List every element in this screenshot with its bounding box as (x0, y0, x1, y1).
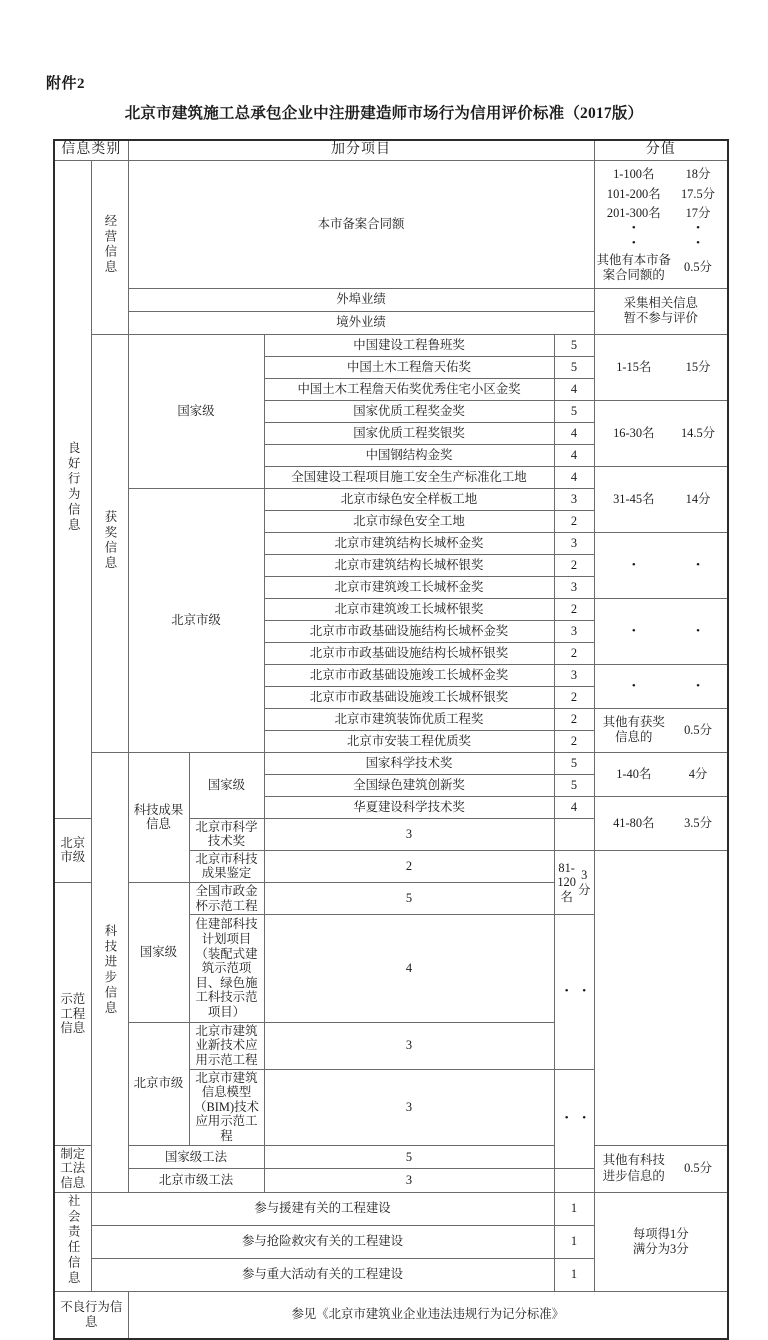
subsection-social: 社会责任信息 (54, 1192, 91, 1291)
business-score-bands (594, 160, 728, 288)
award-item: 中国土木工程詹天佑奖优秀住宅小区金奖 (264, 378, 554, 400)
award-points: 5 (554, 334, 594, 356)
award-band-4: • • (594, 532, 728, 598)
sci-band-1: 1-40名 4分 (594, 752, 728, 796)
award-item: 北京市建筑装饰优质工程奖 (264, 708, 554, 730)
award-points: 4 (554, 422, 594, 444)
award-item: 北京市建筑结构长城杯银奖 (264, 554, 554, 576)
award-points: 2 (554, 686, 594, 708)
sci-item: 北京市建筑信息模型（BIM)技术应用示范工程 (189, 1069, 264, 1145)
table-header-row (54, 140, 728, 160)
row-sci-demo-mun-1 (54, 1022, 728, 1069)
row-award-national-1 (54, 334, 728, 356)
row-business-other-1 (54, 288, 728, 311)
award-band-2: 16-30名 14.5分 (594, 400, 728, 466)
sci-points: 4 (554, 796, 594, 818)
award-points: 2 (554, 554, 594, 576)
award-points: 5 (554, 400, 594, 422)
award-item: 中国建设工程鲁班奖 (264, 334, 554, 356)
award-item: 北京市市政基础设施竣工长城杯银奖 (264, 686, 554, 708)
sci-points: 3 (264, 1169, 554, 1192)
award-item: 北京市建筑竣工长城杯银奖 (264, 598, 554, 620)
award-points: 2 (554, 730, 594, 752)
row-bad-behavior (54, 1291, 728, 1339)
section-bad-behavior: 不良行为信息 (54, 1291, 128, 1339)
band-row: 1-100名 18分 (613, 167, 711, 182)
award-item: 北京市市政基础设施竣工长城杯金奖 (264, 664, 554, 686)
sci-item: 全国市政金杯示范工程 (189, 883, 264, 915)
bad-behavior-text: 参见《北京市建筑业企业违法违规行为记分标准》 (128, 1291, 728, 1339)
award-points: 2 (554, 598, 594, 620)
subsection-sci-tech: 科技进步信息 (91, 752, 128, 1192)
row-sci-ach-nat-1 (54, 752, 728, 774)
sci-item: 国家级工法 (128, 1145, 264, 1168)
award-band-3: 31-45名 14分 (594, 466, 728, 532)
sci-item: 北京市建筑业新技术应用示范工程 (189, 1022, 264, 1069)
award-points: 2 (554, 510, 594, 532)
award-item: 北京市绿色安全工地 (264, 510, 554, 532)
business-other-item: 外埠业绩 (128, 288, 594, 311)
row-business-contract (54, 160, 728, 288)
award-item: 北京市建筑结构长城杯金奖 (264, 532, 554, 554)
evaluation-table (53, 139, 729, 1340)
award-item: 北京市绿色安全样板工地 (264, 488, 554, 510)
sci-item: 国家科学技术奖 (264, 752, 554, 774)
sci-level-national-1: 国家级 (189, 752, 264, 818)
section-good-behavior: 良好行为信息 (54, 160, 91, 818)
sci-sub-demonstration: 示范工程信息 (54, 883, 91, 1146)
award-points: 3 (554, 488, 594, 510)
social-points: 1 (554, 1192, 594, 1225)
sci-points: 3 (264, 1069, 554, 1145)
row-sci-method-1 (54, 1145, 728, 1168)
sci-points: 3 (264, 818, 554, 850)
award-points: 3 (554, 620, 594, 642)
sci-points: 3 (264, 1022, 554, 1069)
subsection-awards: 获奖信息 (91, 334, 128, 752)
social-item: 参与抢险救灾有关的工程建设 (91, 1225, 554, 1258)
award-item: 北京市市政基础设施结构长城杯金奖 (264, 620, 554, 642)
header-items: 加分项目 (128, 140, 594, 160)
award-band-other: 其他有获奖 信息的 0.5分 (594, 708, 728, 752)
sci-item: 北京市科学技术奖 (189, 818, 264, 850)
award-points: 2 (554, 642, 594, 664)
sci-level-municipal-2: 北京市级 (128, 1022, 189, 1145)
band-row: 101-200名 17.5分 (606, 186, 716, 201)
business-other-note: 采集相关信息 暂不参与评价 (594, 288, 728, 334)
business-contract-item: 本市备案合同额 (128, 160, 594, 288)
evaluation-table-wrapper (53, 139, 727, 1340)
award-level-national: 国家级 (128, 334, 264, 488)
social-points: 1 (554, 1258, 594, 1291)
sci-band-4: • • (554, 915, 594, 1069)
award-points: 3 (554, 664, 594, 686)
sci-sub-achievement: 科技成果信息 (128, 752, 189, 883)
award-points: 4 (554, 378, 594, 400)
band-row-ellipsis: • • (631, 236, 700, 249)
award-item: 国家优质工程奖银奖 (264, 422, 554, 444)
sci-points: 5 (264, 1145, 554, 1168)
band-row-ellipsis: • • (631, 221, 700, 234)
sci-level-municipal-1: 北京市级 (54, 818, 91, 883)
sci-item: 华夏建设科学技术奖 (264, 796, 554, 818)
band-row-other: 其他有本市备案合同额的 0.5分 (596, 252, 712, 282)
social-note: 每项得1分 满分为3分 (594, 1192, 728, 1291)
sci-level-national-2: 国家级 (128, 883, 189, 1023)
sci-points: 2 (264, 850, 554, 882)
sci-points: 4 (264, 915, 554, 1022)
award-points: 2 (554, 708, 594, 730)
header-category: 信息类别 (54, 140, 128, 160)
row-sci-demo-nat-1 (54, 883, 728, 915)
award-band-5: • • (594, 598, 728, 664)
award-item: 北京市市政基础设施结构长城杯银奖 (264, 642, 554, 664)
award-points: 3 (554, 576, 594, 598)
attachment-label: 附件2 (46, 76, 86, 92)
header-score: 分值 (594, 140, 728, 160)
sci-item: 北京市科技成果鉴定 (189, 850, 264, 882)
sci-points: 5 (554, 774, 594, 796)
award-item: 全国建设工程项目施工安全生产标准化工地 (264, 466, 554, 488)
social-item: 参与重大活动有关的工程建设 (91, 1258, 554, 1291)
sci-band-2: 41-80名 3.5分 (594, 796, 728, 850)
award-item: 北京市安装工程优质奖 (264, 730, 554, 752)
sci-item: 住建部科技计划项目（装配式建筑示范项目、绿色施工科技示范项目） (189, 915, 264, 1022)
award-item: 国家优质工程奖金奖 (264, 400, 554, 422)
business-other-item: 境外业绩 (128, 311, 594, 334)
award-band-1: 1-15名 15分 (594, 334, 728, 400)
page-title: 北京市建筑施工总承包企业中注册建造师市场行为信用评价标准（2017版） (124, 105, 644, 122)
social-points: 1 (554, 1225, 594, 1258)
award-item: 中国土木工程詹天佑奖 (264, 356, 554, 378)
sci-item: 全国绿色建筑创新奖 (264, 774, 554, 796)
sci-points: 5 (554, 752, 594, 774)
sci-band-other: 其他有科技 进步信息的 0.5分 (594, 1145, 728, 1192)
award-band-6: • • (594, 664, 728, 708)
sci-band-3: 81-120名 3分 (554, 850, 594, 915)
subsection-business: 经营信息 (91, 160, 128, 334)
social-item: 参与援建有关的工程建设 (91, 1192, 554, 1225)
award-points: 4 (554, 444, 594, 466)
band-row: 201-300名 17分 (606, 205, 711, 220)
award-points: 4 (554, 466, 594, 488)
sci-points: 5 (264, 883, 554, 915)
sci-band-5: • • (554, 1069, 594, 1169)
sci-sub-method: 制定工法信息 (54, 1145, 91, 1192)
award-item: 中国钢结构金奖 (264, 444, 554, 466)
row-social-1 (54, 1192, 728, 1225)
award-points: 3 (554, 532, 594, 554)
award-points: 5 (554, 356, 594, 378)
award-level-municipal: 北京市级 (128, 488, 264, 752)
sci-item: 北京市级工法 (128, 1169, 264, 1192)
award-item: 北京市建筑竣工长城杯金奖 (264, 576, 554, 598)
